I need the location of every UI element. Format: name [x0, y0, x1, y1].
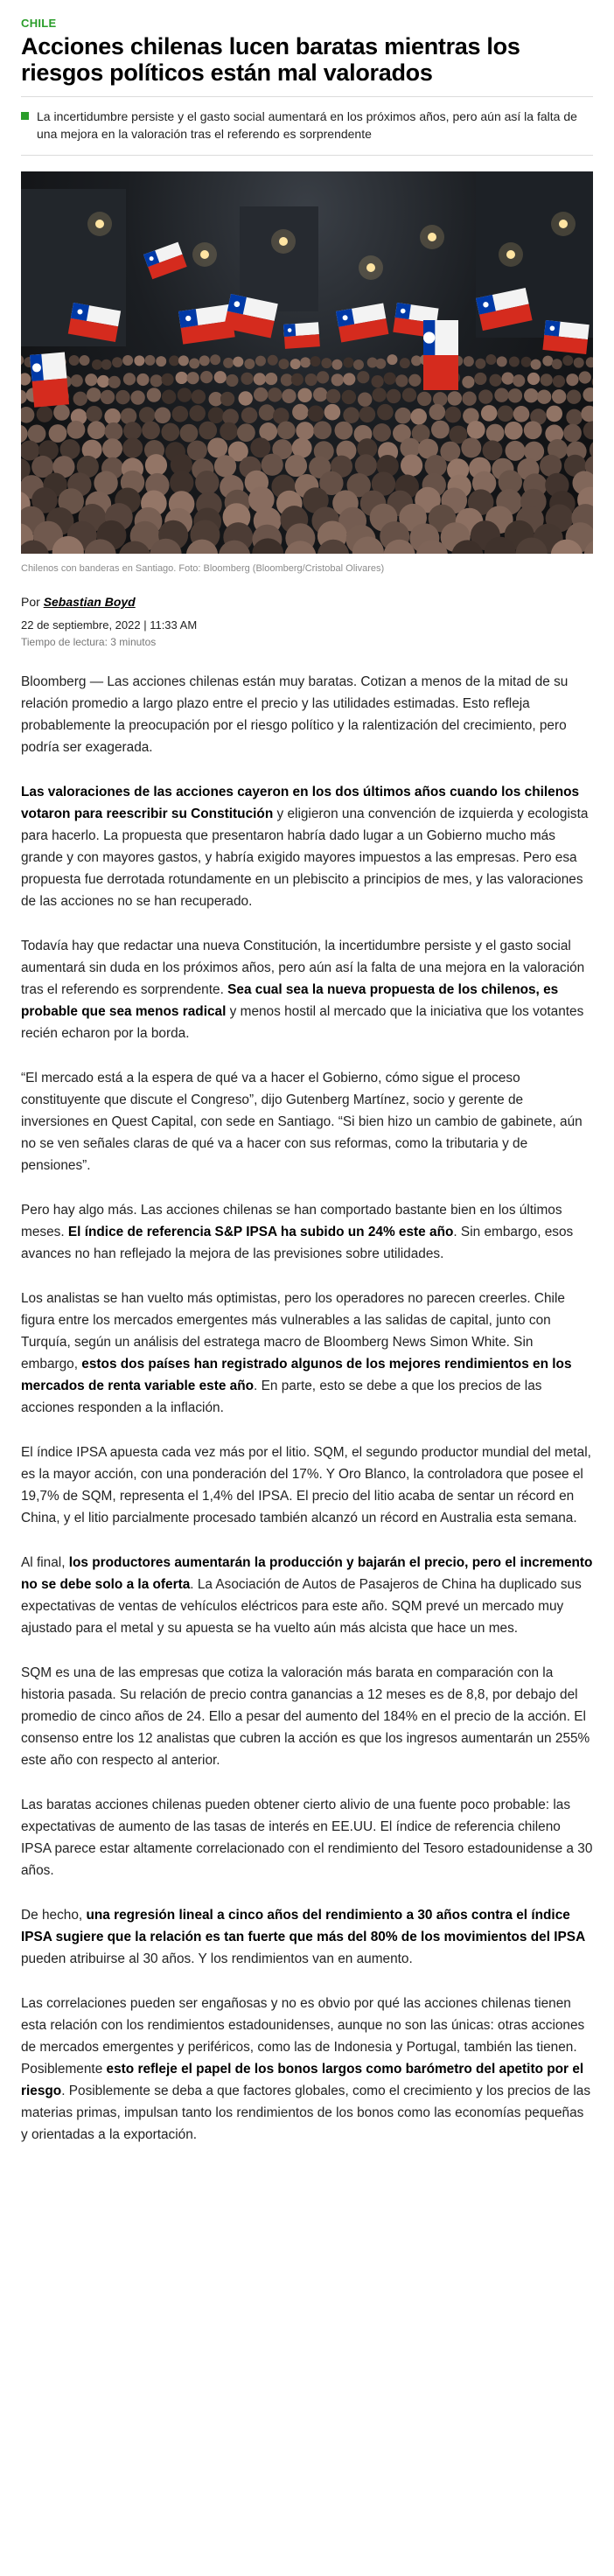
text-run: “El mercado está a la espera de qué va a hacer el Gobierno, cómo sigue el proceso constituyente que discute el Congreso”, dijo Gutenberg Martínez, socio y gerente de inversiones en Quest Capital, con sede en Santiago. “Si bien hizo un cambio de gabinete, aún no se ven señales claras de qué va a hacer con sus reformas, como la tributaria y de pensiones”.: [21, 1071, 583, 1173]
crowd-head: [161, 373, 173, 386]
author-link[interactable]: Sebastian Boyd: [43, 595, 136, 609]
crowd-head: [195, 471, 219, 494]
text-run: . En parte, esto se debe a que los precios de las acciones responden a la inflación.: [21, 1379, 542, 1415]
chile-flag-icon: [542, 320, 589, 354]
crowd-head: [375, 359, 386, 369]
crowd-head: [21, 389, 27, 403]
crowd-head: [521, 357, 532, 367]
crowd-head: [498, 405, 514, 422]
crowd-head: [53, 404, 70, 421]
crowd-head: [546, 406, 562, 422]
crowd-head: [156, 356, 166, 367]
crowd-head: [122, 355, 133, 366]
crowd-head: [506, 441, 526, 461]
flag-part: [423, 332, 435, 343]
crowd-head: [254, 373, 266, 385]
read-time: Tiempo de lectura: 3 minutos: [21, 636, 157, 648]
crowd-head: [136, 373, 149, 386]
section-label[interactable]: CHILE: [21, 17, 57, 30]
chile-flag-icon: [423, 320, 458, 390]
crowd-head: [579, 371, 591, 383]
crowd-head: [238, 391, 252, 405]
crowd-head: [552, 359, 562, 369]
crowd-head: [358, 392, 372, 406]
crowd-head: [220, 422, 238, 441]
crowd-head: [417, 392, 431, 406]
crowd-head: [101, 390, 115, 404]
crowd-head: [237, 423, 255, 442]
crowd-head: [326, 389, 340, 403]
crowd-head: [343, 358, 353, 368]
crowd-head: [87, 387, 101, 401]
crowd-head: [162, 390, 176, 404]
bold-run: Las valoraciones de las acciones cayeron en los dos últimos años cuando los chilenos votaron para reescribir su Constitución: [21, 785, 580, 821]
crowd-head: [80, 355, 90, 366]
crowd-head: [178, 355, 189, 366]
building-shape: [240, 206, 318, 311]
byline-prefix: Por: [21, 595, 44, 609]
crowd-head: [105, 422, 123, 441]
crowd-head: [395, 374, 408, 387]
crowd-head: [562, 355, 573, 366]
crowd-head: [123, 422, 142, 440]
crowd-head: [592, 375, 593, 387]
crowd-head: [121, 408, 137, 424]
article-paragraph: [21, 1662, 593, 1771]
crowd-head: [462, 391, 476, 405]
crowd-head: [69, 355, 80, 366]
crowd-head: [317, 371, 329, 383]
crowd-head: [342, 390, 356, 404]
text-run: . Sin embargo, esos avances no han reflejado la mejora de las previsiones sobre utilidades.: [21, 1225, 574, 1261]
text-run: . La Asociación de Autos de Pasajeros de China ha duplicado sus expectativas de ventas de vehículos eléctricos para este año. SQM prevé un mercado muy ajustado para el metal y su apuesta se ha vuelto aún más alcista que hace un mes.: [21, 1577, 582, 1636]
text-run: Las correlaciones pueden ser engañosas y no es obvio por qué las acciones chilenas tienen esta relación con los rendimientos estadounidenses, aunque no son las únicas: otras acciones de mercados emergentes y periféricos, como las de Indonesia y Portugal, también las tienen. Posiblemente: [21, 1996, 585, 2077]
bold-run: una regresión lineal a cinco años del rendimiento a 30 años contra el índice IPSA sugiere que la relación es tan fuerte que más del 80% de los movimientos del IPSA: [21, 1908, 586, 1944]
text-run: pueden atribuirse al 30 años. Y los rendimientos van en aumento.: [21, 1951, 413, 1966]
crowd-with-flags-illustration: [21, 171, 593, 554]
image-caption: Chilenos con banderas en Santiago. Foto: Bloomberg (Bloomberg/Cristobal Olivares): [21, 563, 385, 574]
crowd-head: [21, 355, 24, 366]
crowd-head: [145, 454, 167, 476]
crowd-head: [308, 405, 324, 422]
article-paragraph: [21, 1199, 593, 1265]
crowd-head: [208, 407, 225, 423]
bold-run: Sea cual sea la nueva propuesta de los chilenos, es probable que sea menos radical: [21, 982, 559, 1019]
light-glow: [87, 212, 112, 236]
crowd-head: [290, 359, 301, 369]
crowd-head: [297, 388, 311, 402]
crowd-head: [355, 454, 377, 476]
crowd-head: [583, 387, 593, 401]
crowd-head: [467, 421, 485, 439]
crowd-head: [359, 407, 376, 423]
text-run: De hecho,: [21, 1908, 87, 1923]
crowd-head: [200, 371, 213, 383]
crowd-head: [139, 407, 156, 423]
crowd-head: [285, 455, 307, 477]
publish-date: 22 de septiembre, 2022 | 11:33 AM: [21, 618, 198, 632]
crowd-head: [161, 423, 179, 442]
article-paragraph: [21, 1067, 593, 1176]
crowd-head: [353, 360, 364, 370]
crowd-head: [583, 422, 593, 440]
crowd-head: [115, 390, 129, 404]
crowd-head: [513, 374, 525, 387]
article-paragraph: [21, 935, 593, 1044]
crowd-head: [226, 374, 238, 387]
crowd-head: [123, 373, 136, 385]
crowd-head: [104, 408, 121, 425]
crowd-head: [553, 375, 565, 387]
crowd-head: [400, 358, 410, 368]
crowd-head: [130, 390, 144, 404]
light-glow: [499, 242, 523, 267]
light-glow: [192, 242, 217, 267]
crowd-head: [296, 422, 314, 440]
crowd-head: [187, 440, 207, 460]
crowd-head: [207, 437, 227, 457]
crowd-head: [142, 421, 160, 439]
crowd-head: [508, 388, 522, 402]
crowd-head: [97, 375, 109, 387]
crowd-head: [343, 373, 355, 385]
crowd-head: [268, 387, 282, 401]
crowd-head: [567, 390, 581, 404]
crowd-head: [241, 408, 258, 424]
crowd-head: [255, 356, 266, 367]
bold-run: estos dos países han registrado algunos de los mejores rendimientos en los mercados de renta variable este año: [21, 1357, 572, 1393]
crowd-head: [494, 387, 508, 401]
takeaway-text: La incertidumbre persiste y el gasto social aumentará en los próximos años, pero aún así la falta de una mejora en la valoración tras el referendo es sorprendente: [37, 109, 577, 141]
crowd-head: [410, 408, 427, 425]
crowd-head: [102, 438, 122, 458]
text-run: Los analistas se han vuelto más optimistas, pero los operadores no parecen creerles. Chile figura entre los mercados emergentes más vulnerables a las salidas de capital, junto con Turquía, según un análisis del estratega macro de Bloomberg News Simon White. Sin embargo,: [21, 1291, 565, 1372]
crowd-head: [145, 355, 156, 366]
crowd-head: [49, 424, 67, 443]
crowd-head: [85, 373, 97, 386]
text-run: y eligieron una convención de izquierda y ecologista para hacerlo. La propuesta que presentaron habría dado lugar a un Gobierno mucho más grande y con mayores gastos, y habría exigido mayores impuestos a las empresas. Pero esa propuesta fue derrotada rotundamente en un plebiscito a principios de mes, y las valoraciones de las acciones no se han recuperado.: [21, 806, 589, 909]
crowd-head: [527, 373, 540, 385]
article-paragraph: [21, 1442, 593, 1529]
crowd-head: [21, 373, 31, 385]
crowd-head: [505, 422, 523, 440]
crowd-head: [37, 406, 53, 422]
text-run: Pero hay algo más. Las acciones chilenas se han comportado bastante bien en los últimos meses.: [21, 1203, 562, 1239]
text-run: . Posiblemente se deba a que factores globales, como el crecimiento y los precios de las materias primas, impulsan tanto los rendimientos de los bonos como las economías pequeñas y orientadas a la exportación.: [21, 2084, 591, 2142]
crowd-head: [250, 437, 270, 457]
takeaway-box: [21, 96, 593, 156]
crowd-head: [541, 373, 553, 386]
text-run: Las baratas acciones chilenas pueden obtener cierto alivio de una fuente poco probable: las expectativas de aumento de las tasas de interés en EE.UU. El índice de referencia chileno IPSA parece estar altamente correlacionado con el rendimiento del Tesoro estadounidense a 30 años.: [21, 1798, 593, 1878]
crowd-head: [461, 437, 481, 457]
crowd-head: [268, 355, 278, 366]
crowd-head: [192, 389, 206, 403]
crowd-head: [292, 404, 309, 421]
takeaway: [21, 108, 593, 143]
crowd-head: [87, 421, 106, 439]
crowd-head: [462, 376, 474, 388]
crowd-head: [481, 405, 498, 422]
crowd-head: [474, 373, 486, 385]
hero-photo: [21, 171, 593, 554]
article-paragraph: [21, 671, 593, 758]
crowd-head: [223, 358, 234, 368]
crowd-head: [305, 373, 317, 386]
crowd-head: [300, 357, 310, 367]
crowd-head: [384, 373, 396, 385]
text-run: y menos hostil al mercado que la iniciativa que los votantes recién echaron por la borda.: [21, 1004, 584, 1041]
crowd-head: [387, 389, 401, 403]
crowd-head: [334, 422, 352, 440]
text-run: Bloomberg — Las acciones chilenas están muy baratas. Cotizan a menos de la mitad de su relación promedio a largo plazo entre el precio y las utilidades estimadas. Esto refleja probablemente la preocupación por el riesgo político y la ralentización del crecimiento, pero podría ser exagerada.: [21, 674, 569, 755]
crowd-head: [401, 454, 422, 476]
crowd-head: [429, 404, 446, 421]
crowd-head: [259, 404, 276, 421]
crowd-head: [513, 406, 530, 422]
text-run: El índice IPSA apuesta cada vez más por el litio. SQM, el segundo productor mundial del metal, es la mayor acción, con una ponderación del 17%. Y Oro Blanco, la controladora que posee el 19,7% de SQM, representa el 1,4% del IPSA. El precio del litio acaba de sentar un récord en China, y el litio parcialmente procesado también alcanzó un récord en Australia esta semana.: [21, 1445, 591, 1525]
crowd-head: [71, 374, 83, 387]
article-paragraph: [21, 1904, 593, 1970]
byline: [21, 594, 593, 610]
crowd-head: [233, 357, 243, 367]
crowd-head: [478, 389, 492, 403]
crowd-head: [214, 455, 236, 477]
chile-flag-icon: [283, 322, 320, 349]
crowd-head: [502, 373, 514, 385]
crowd-head: [581, 406, 593, 422]
crowd-head: [586, 357, 593, 367]
article-paragraph: [21, 1552, 593, 1639]
text-run: Al final,: [21, 1555, 69, 1570]
crowd-head: [313, 421, 331, 439]
chile-flag-icon: [30, 353, 69, 408]
crowd-head: [448, 391, 462, 405]
crowd-head: [331, 373, 344, 386]
crowd-head: [524, 388, 538, 402]
article-paragraph: [21, 1993, 593, 2146]
bold-run: los productores aumentarán la producción y bajarán el precio, pero el incremento no se debe solo a la oferta: [21, 1555, 593, 1592]
crowd-head: [563, 424, 582, 443]
crowd-head: [566, 373, 578, 386]
light-glow: [551, 212, 576, 236]
crowd-head: [176, 372, 188, 384]
crowd-head: [282, 389, 296, 403]
crowd-head: [372, 387, 386, 401]
crowd-head: [537, 390, 551, 404]
crowd-head: [187, 372, 199, 384]
crowd-head: [343, 407, 359, 423]
crowd-head: [178, 387, 192, 401]
crowd-head: [21, 424, 28, 443]
crowd-head: [86, 406, 102, 422]
crowd-head: [524, 421, 542, 439]
crowd-head: [377, 404, 394, 421]
crowd-head: [278, 359, 289, 369]
crowd-head: [21, 407, 34, 423]
crowd-head: [28, 424, 46, 443]
light-glow: [420, 225, 444, 249]
light-glow: [359, 255, 383, 280]
crowd-head: [244, 359, 255, 369]
crowd-head: [210, 354, 220, 365]
crowd-head: [509, 356, 520, 367]
crowd-head: [147, 387, 161, 401]
crowd-head: [265, 373, 277, 385]
article-paragraph: [21, 781, 593, 912]
article-body: [21, 671, 593, 2146]
crowd-head: [169, 355, 179, 366]
crowd-head: [150, 374, 163, 387]
crowd-head: [189, 405, 206, 422]
crowd-head: [464, 356, 474, 367]
crowd-head: [199, 355, 210, 366]
crowd-head: [155, 407, 171, 423]
crowd-head: [262, 454, 283, 476]
crowd-head: [402, 387, 416, 401]
article-paragraph: [21, 1288, 593, 1419]
crowd-head: [134, 355, 144, 366]
crowd-head: [214, 371, 227, 383]
text-run: SQM es una de las empresas que cotiza la valoración más barata en comparación con la historia pasada. Su relación de precio contra ganancias a 12 meses es de 8,8, por debajo del promedio de cinco años de 24. Ello a pesar del aumento del 184% en el precio de la acción. El consenso entre los 12 analistas que cubren la acción es que los ingresos aumentarán un 255% este año con respecto al anterior.: [21, 1665, 590, 1768]
crowd-head: [566, 409, 583, 426]
crowd-head: [122, 438, 143, 458]
crowd-head: [313, 387, 327, 401]
crowd-head: [254, 387, 268, 401]
crowd-head: [172, 406, 189, 422]
crowd-head: [220, 392, 234, 406]
crowd-head: [108, 376, 121, 388]
crowd-head: [445, 407, 462, 423]
crowd-head: [408, 374, 421, 387]
bold-run: esto refleje el papel de los bonos largos como barómetro del apetito por el riesgo: [21, 2062, 584, 2098]
crowd-head: [310, 356, 320, 367]
flag-part: [284, 334, 320, 349]
square-bullet-icon: [21, 112, 29, 120]
crowd-head: [489, 374, 501, 387]
crowd-head: [552, 389, 566, 403]
crowd-head: [394, 408, 411, 424]
crowd-head: [485, 354, 496, 365]
crowd-head: [387, 354, 397, 365]
crowd-head: [433, 392, 447, 406]
crowd-head: [73, 392, 87, 406]
chile-flag-icon: [336, 303, 388, 342]
crowd-head: [101, 360, 112, 370]
crowd-head: [371, 375, 383, 387]
crowd-head: [475, 359, 485, 369]
crowd-head: [241, 373, 253, 385]
crowd-head: [542, 356, 553, 367]
crowd-head: [482, 440, 502, 460]
crowd-head: [486, 424, 505, 443]
crowd-head: [431, 421, 450, 439]
crowd-head: [291, 373, 304, 386]
crowd-head: [189, 359, 199, 369]
light-glow: [271, 229, 296, 254]
flag-part: [423, 355, 458, 390]
crowd-head: [112, 357, 122, 367]
crowd-head: [66, 421, 85, 439]
article-paragraph: [21, 1794, 593, 1881]
article-headline: Acciones chilenas lucen baratas mientras los riesgos políticos están mal valorados: [21, 33, 520, 86]
flag-part: [32, 378, 69, 407]
bold-run: El índice de referencia S&P IPSA ha subido un 24% este año: [67, 1225, 454, 1239]
crowd-head: [92, 360, 102, 370]
chile-flag-icon: [143, 242, 187, 280]
crowd-head: [531, 360, 541, 370]
crowd-head: [497, 356, 507, 367]
crowd-head: [180, 424, 199, 443]
crowd-head: [331, 360, 342, 370]
crowd-head: [357, 371, 369, 383]
text-run: Todavía hay que redactar una nueva Constitución, la incertidumbre persiste y el gasto social aumentará sin duda en los próximos años, pero aún así la falta de una mejora en la valoración tras el referendo es sorprendente.: [21, 939, 585, 997]
crowd-head: [277, 421, 296, 439]
crowd-head: [373, 423, 391, 442]
crowd-head: [574, 358, 584, 368]
crowd-head: [324, 404, 341, 421]
crowd-head: [199, 422, 217, 440]
crowd-head: [321, 358, 331, 368]
